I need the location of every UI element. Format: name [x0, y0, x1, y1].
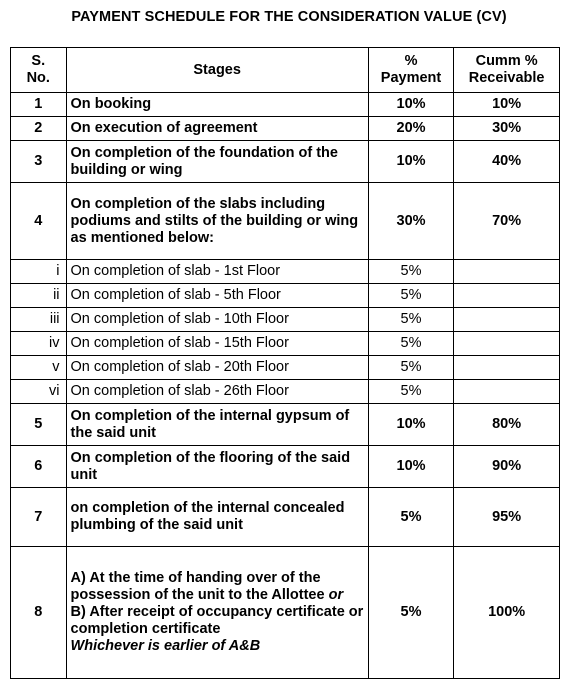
row-cumm: 70% — [454, 183, 560, 260]
row-payment: 5% — [368, 260, 453, 284]
row-payment: 5% — [368, 547, 453, 679]
row-number: v — [11, 356, 67, 380]
row-payment: 5% — [368, 284, 453, 308]
row-number: iii — [11, 308, 67, 332]
row-cumm — [454, 308, 560, 332]
table-row — [11, 488, 560, 547]
header-stages: Stages — [66, 48, 368, 93]
row-stage: On execution of agreement — [66, 117, 368, 141]
row-payment: 5% — [368, 308, 453, 332]
row-cumm — [454, 380, 560, 404]
table-row — [11, 547, 560, 679]
payment-schedule-table — [10, 47, 560, 679]
row-cumm: 40% — [454, 141, 560, 183]
table-row-sub — [11, 332, 560, 356]
row-number: 7 — [11, 488, 67, 547]
row-stage: On completion of the flooring of the said unit — [66, 446, 368, 488]
row-payment: 5% — [368, 488, 453, 547]
row-cumm — [454, 332, 560, 356]
row-number: vi — [11, 380, 67, 404]
row-number: i — [11, 260, 67, 284]
row-cumm — [454, 356, 560, 380]
table-header-row — [11, 48, 560, 93]
row-number: 8 — [11, 547, 67, 679]
row-cumm: 90% — [454, 446, 560, 488]
row-number: iv — [11, 332, 67, 356]
row-payment: 20% — [368, 117, 453, 141]
table-row-sub — [11, 284, 560, 308]
row-cumm: 10% — [454, 93, 560, 117]
stage-option-b: B) After receipt of occupancy certificate or completion certificate — [70, 604, 364, 637]
row-number: 2 — [11, 117, 67, 141]
row-payment: 10% — [368, 404, 453, 446]
header-sno: S. No. — [11, 48, 67, 93]
table-row-sub — [11, 308, 560, 332]
row-stage: On completion of slab - 5th Floor — [66, 284, 368, 308]
table-row-sub — [11, 356, 560, 380]
row-cumm — [454, 260, 560, 284]
row-payment: 10% — [368, 93, 453, 117]
row-cumm — [454, 284, 560, 308]
row-stage: On completion of the internal gypsum of the said unit — [66, 404, 368, 446]
row-cumm: 30% — [454, 117, 560, 141]
row-payment: 5% — [368, 380, 453, 404]
table-row — [11, 404, 560, 446]
table-row — [11, 446, 560, 488]
row-stage: On booking — [66, 93, 368, 117]
row-payment: 10% — [368, 141, 453, 183]
stage-or: or — [328, 587, 344, 603]
row-stage: On completion of the foundation of the building or wing — [66, 141, 368, 183]
row-cumm: 95% — [454, 488, 560, 547]
row-stage: On completion of slab - 1st Floor — [66, 260, 368, 284]
row-number: 3 — [11, 141, 67, 183]
table-row — [11, 93, 560, 117]
row-stage: On completion of the slabs including podiums and stilts of the building or wing as mentioned below: — [66, 183, 368, 260]
row-stage: On completion of slab - 15th Floor — [66, 332, 368, 356]
row-cumm: 80% — [454, 404, 560, 446]
page-title: PAYMENT SCHEDULE FOR THE CONSIDERATION VALUE (CV) — [71, 9, 507, 25]
row-number: 5 — [11, 404, 67, 446]
row-number: 1 — [11, 93, 67, 117]
row-payment: 30% — [368, 183, 453, 260]
table-row — [11, 141, 560, 183]
table-row — [11, 183, 560, 260]
row-stage: On completion of slab - 26th Floor — [66, 380, 368, 404]
table-row-sub — [11, 380, 560, 404]
row-cumm: 100% — [454, 547, 560, 679]
table-row-sub — [11, 260, 560, 284]
header-payment: % Payment — [368, 48, 453, 93]
row-payment: 5% — [368, 356, 453, 380]
table-row — [11, 117, 560, 141]
row-stage: On completion of slab - 10th Floor — [66, 308, 368, 332]
row-number: 4 — [11, 183, 67, 260]
row-number: 6 — [11, 446, 67, 488]
row-stage: on completion of the internal concealed plumbing of the said unit — [66, 488, 368, 547]
row-stage: On completion of slab - 20th Floor — [66, 356, 368, 380]
row-payment: 10% — [368, 446, 453, 488]
stage-option-a: A) At the time of handing over of the possession of the unit to the Allottee — [70, 570, 325, 603]
row-stage — [66, 547, 368, 679]
row-number: ii — [11, 284, 67, 308]
header-cumm: Cumm % Receivable — [454, 48, 560, 93]
stage-note: Whichever is earlier of A&B — [70, 638, 261, 654]
row-payment: 5% — [368, 332, 453, 356]
